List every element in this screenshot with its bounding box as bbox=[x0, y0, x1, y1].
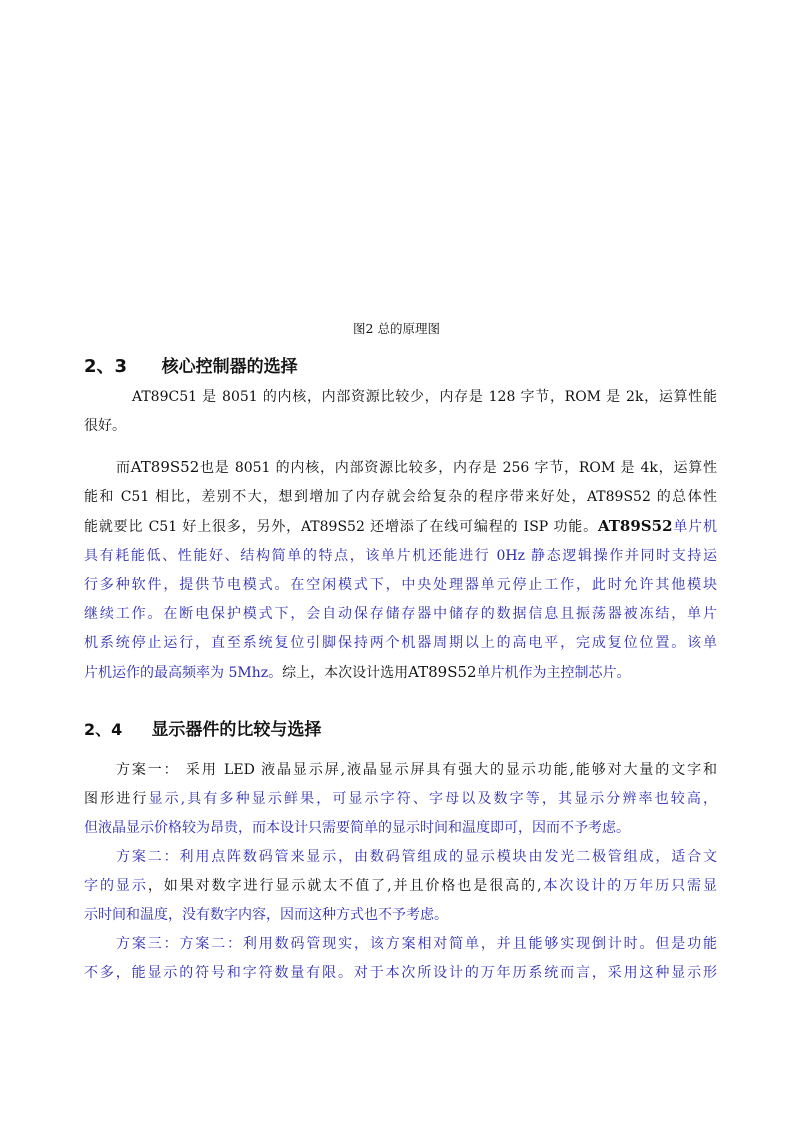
paragraph bbox=[84, 843, 717, 930]
text-line: 继续工作。在断电保护模式下，会自动保存储存器中储存的数据信息且振荡器被冻结，单片 bbox=[84, 606, 717, 622]
text-line bbox=[84, 785, 717, 814]
text-run: 综上，本次设计选用 bbox=[282, 665, 409, 681]
text-run: 单片机作为主控制芯片。 bbox=[476, 665, 631, 681]
text-line bbox=[84, 453, 717, 483]
text-run: ，如果对数字进行显示就太不值了,并且价格也是很高的, bbox=[147, 878, 542, 894]
text-line bbox=[84, 658, 717, 688]
text-run: 也是 8051 的内核，内部资源比较多，内存是 256 字节，ROM 是 4k，运算性 bbox=[199, 460, 717, 476]
figure-placeholder bbox=[84, 40, 714, 310]
text-line bbox=[84, 872, 717, 901]
paragraph bbox=[84, 453, 717, 688]
text-line: AT89C51 是 8051 的内核，内部资源比较少，内存是 128 字节，ROM 是 2k，运算性能 bbox=[132, 389, 717, 405]
text-line bbox=[84, 930, 717, 959]
text-run: 本次设计的万年历只需显 bbox=[541, 878, 718, 894]
text-line: 行多种软件，提供节电模式。在空闲模式下，中央处理器单元停止工作，此时允许其他模块 bbox=[84, 577, 717, 593]
paragraph bbox=[84, 756, 717, 843]
figure-caption: 图2 总的原理图 bbox=[353, 321, 440, 336]
text-line: 方案一： 采用 LED 液晶显示屏,液晶显示屏具有强大的显示功能,能够对大量的文字和 bbox=[116, 762, 717, 778]
section-heading-2-4 bbox=[84, 715, 321, 740]
chip-name: AT89S52 bbox=[597, 517, 673, 535]
text-run: 显示,具有多种显示鲜果，可显示字符、字母以及数字等，其显示分辨率也较高， bbox=[148, 791, 717, 807]
text-line: 具有耗能低、性能好、结构简单的特点，该单片机还能进行 0Hz 静态逻辑操作并同时支持运 bbox=[84, 548, 717, 564]
section-title: 核心控制器的选择 bbox=[161, 357, 298, 377]
section-title: 显示器件的比较与选择 bbox=[151, 720, 322, 740]
section-number: 2、3 bbox=[84, 356, 128, 377]
text-line: 机系统停止运行，直至系统复位引脚保持两个机器周期以上的高电平，完成复位位置。该单 bbox=[84, 635, 717, 651]
text-run: 片机运作的最高频率为 5Mhz。 bbox=[84, 665, 283, 681]
paragraph bbox=[84, 930, 717, 988]
text-line: 不多，能显示的符号和字符数量有限。对于本次所设计的万年历系统而言，采用这种显示形 bbox=[84, 965, 717, 981]
chip-name: AT89S52 bbox=[408, 663, 477, 681]
chip-name: AT89S52 bbox=[130, 458, 200, 476]
text-line: 但液晶显示价格较为昂贵，而本设计只需要简单的显示时间和温度即可，因而不予考虑。 bbox=[84, 820, 630, 836]
text-run: 字的显示 bbox=[84, 878, 148, 894]
text-line: 很好。 bbox=[84, 418, 126, 434]
text-run: 能就要比 C51 好上很多，另外，AT89S52 还增添了在线可编程的 ISP 功能。 bbox=[84, 519, 598, 535]
text-run: 而 bbox=[116, 460, 131, 476]
text-run: 图形进行 bbox=[84, 791, 149, 807]
text-run: 方案二：利用数码管现实，该方案相对简单，并且能够实现倒计时。但是功能 bbox=[179, 936, 718, 952]
text-run: 单片机 bbox=[672, 519, 717, 535]
text-line: 方案二：利用点阵数码管来显示，由数码管组成的显示模块由发光二极管组成，适合文 bbox=[116, 849, 717, 865]
paragraph bbox=[84, 383, 717, 441]
section-heading-2-3 bbox=[84, 352, 298, 378]
section-number: 2、4 bbox=[84, 720, 123, 739]
text-line: 示时间和温度，没有数字内容，因而这种方式也不予考虑。 bbox=[84, 907, 448, 923]
text-line: 能和 C51 相比，差别不大，想到增加了内存就会给复杂的程序带来好处，AT89S52 的总体性 bbox=[84, 489, 717, 505]
text-run: 方案三： bbox=[116, 936, 180, 952]
text-line bbox=[84, 512, 717, 542]
